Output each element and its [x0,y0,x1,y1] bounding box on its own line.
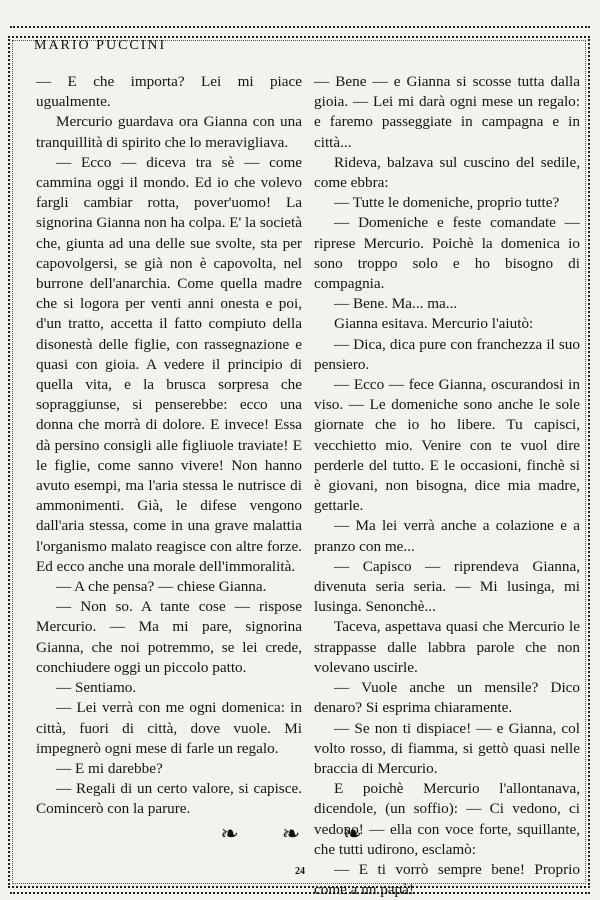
paragraph: Gianna esitava. Mercurio l'aiutò: [334,315,534,333]
paragraph: Rideva, balzava sul cuscino del sedile, come ebbra: [314,153,580,192]
paragraph: — Domeniche e feste comandate — riprese Mercurio. Poichè la domenica io sono troppo solo e ho bisogno di compagnia. [314,214,580,293]
paragraph: Taceva, aspettava quasi che Mercurio le strappasse dalle labbra parole che non volevano uscirle. [314,618,580,676]
page-number: 24 [295,866,305,877]
paragraph: E poichè Mercurio l'allontanava, dicendole, (un soffio): — Ci vedono, ci vedono! — ella con voce forte, squillante, che tutti udirono, esclamò: [314,780,580,858]
paragraph: — Se non ti dispiace! — e Gianna, col volto rosso, di fiamma, si gettò quasi nelle braccia di Mercurio. [314,719,580,777]
paragraph: — Bene — e Gianna si scosse tutta dalla gioia. — Lei mi darà ogni mese un regalo: e faremo passeggiate in campagna e in città... [314,73,580,151]
left-column [36,72,302,820]
paragraph: — Dica, dica pure con franchezza il suo pensiero. [314,335,580,373]
paragraph: — Ecco — fece Gianna, oscurandosi in viso. — Le domeniche sono anche le sole giornate che io ho libere. Tu capisci, vecchietto mio. Venire con te vuol dire perderle del tutto. E le occasioni, finchè si è giovani, non bisogna, dice mia madre, gettarle. [314,376,580,515]
paragraph: — Regali di un certo valore, si capisce. Comincerò con la parure. [36,780,302,818]
paragraph: — Ma lei verrà anche a colazione e a pranzo con me... [314,517,580,555]
top-rule [10,26,590,28]
paragraph: — Capisco — riprendeva Gianna, divenuta seria seria. — Mi lusinga, mi lusinga. Senonchè... [314,557,580,616]
paragraph: — Lei verrà con me ogni domenica: in città, fuori di città, dove vuole. Mi impegnerò ogni mese di farle un regalo. [36,699,302,757]
leaf-ornament-icon: ❧ ❧ ❧ [220,822,380,847]
running-head: MARIO PUCCINI [34,38,167,53]
paragraph: Mercurio guardava ora Gianna con una tranquillità di spirito che lo meravigliava. [36,113,302,151]
right-column [314,72,580,900]
paragraph: — Vuole anche un mensile? Dico denaro? Si esprima chiaramente. [314,679,580,717]
paragraph: — Sentiamo. [56,679,137,697]
paragraph: — Bene. Ma... ma... [334,295,458,313]
paragraph: — A che pensa? — chiese Gianna. [56,578,267,596]
paragraph: — E mi darebbe? [56,759,163,777]
paragraph: — Non so. A tante cose — rispose Mercurio. — Ma mi pare, signorina Gianna, che noi potremmo, se lei crede, conchiudere oggi un piccolo patto. [36,598,302,676]
paragraph: — Tutte le domeniche, proprio tutte? [334,194,560,212]
paragraph: — E che importa? Lei mi piace ugualmente. [36,73,302,111]
paragraph: — E ti vorrò sempre bene! Proprio come a un papà! [314,860,580,899]
paragraph: — Ecco — diceva tra sè — come cammina oggi il mondo. Ed io che volevo fargli cambiar rotta, pover'uomo! La signorina Gianna non ha colpa. E' la società che, giunta ad una delle sue svolte, sta per capovolgersi, se già non è capovolta, nel burrone dell'anarchia. Come quella madre che si logora per venti anni onesta e poi, d'un tratto, accetta il fatto compiuto della disonestà delle figlie, con rassegnazione e quasi con gioia. A vedere il principio di quella vita, e la brusca sorpresa che sopraggiunse, si penserebbe: ecco una donna che morrà di dolore. E invece! Essa dà persino consigli alle figliuole traviate! E le figlie, come sanno vivere! Non hanno avuto esempi, ma l'aria stessa le nutrisce di ammonimenti. Già, le difese vengono dall'aria stessa, come in una grave malattia l'organismo malato reagisce con altre forze. Ed ecco anche una morale dell'immoralità. [36,153,302,575]
